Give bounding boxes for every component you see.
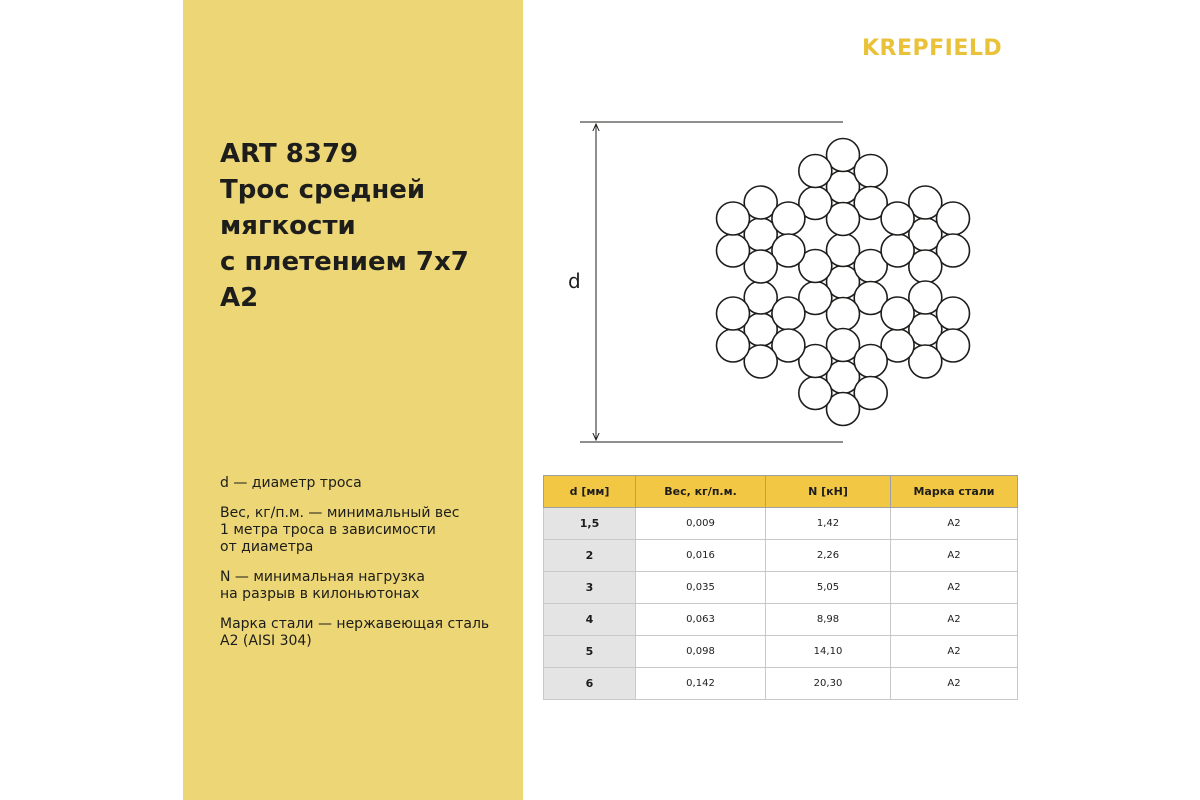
wire-strands [717,139,970,426]
wire-circle [799,377,832,410]
wire-circle [854,345,887,378]
legend-line: Марка стали — нержавеющая сталь [220,616,490,632]
title-line: ART 8379 [220,139,359,169]
dimension-label: d [568,269,581,293]
cell-load: 5,05 [766,572,891,604]
cell-diameter: 6 [544,668,636,700]
yellow-side-panel [183,0,523,800]
header-diameter: d [мм] [544,476,636,508]
cell-steel: А2 [891,668,1018,700]
cell-diameter: 5 [544,636,636,668]
spec-table [543,475,1018,700]
cell-weight: 0,098 [636,636,766,668]
cell-diameter: 3 [544,572,636,604]
header-weight: Вес, кг/п.м. [636,476,766,508]
cell-steel: А2 [891,508,1018,540]
table-row [544,508,1018,540]
wire-circle [937,297,970,330]
wire-circle [854,155,887,188]
cell-weight: 0,009 [636,508,766,540]
wire-circle [772,297,805,330]
cell-diameter: 2 [544,540,636,572]
cell-load: 8,98 [766,604,891,636]
cell-load: 20,30 [766,668,891,700]
cell-steel: А2 [891,572,1018,604]
cell-load: 14,10 [766,636,891,668]
table-row [544,540,1018,572]
cell-load: 1,42 [766,508,891,540]
rope-cross-section-diagram [560,110,1020,455]
wire-circle [717,234,750,267]
product-title [220,136,510,316]
legend-line: 1 метра троса в зависимости [220,522,436,538]
legend-item-steel [220,616,520,650]
brand-logo: KREPFIELD [862,36,1003,61]
legend-item-weight [220,505,520,556]
legend-item-load [220,569,520,603]
table-header-row [544,476,1018,508]
cell-steel: А2 [891,636,1018,668]
wire-circle [717,202,750,235]
wire-circle [937,202,970,235]
wire-circle [717,329,750,362]
wire-circle [799,155,832,188]
table-row [544,668,1018,700]
wire-circle [772,202,805,235]
title-line: Трос средней [220,175,426,205]
legend-line: A2 (AISI 304) [220,633,312,649]
legend [220,475,520,663]
wire-circle [881,202,914,235]
cell-steel: А2 [891,604,1018,636]
legend-item-d [220,475,520,492]
cell-diameter: 1,5 [544,508,636,540]
header-load: N [кН] [766,476,891,508]
cell-weight: 0,142 [636,668,766,700]
title-line: с плетением 7х7 [220,247,469,277]
table-row [544,572,1018,604]
cell-steel: А2 [891,540,1018,572]
cell-diameter: 4 [544,604,636,636]
wire-circle [881,234,914,267]
table-row [544,604,1018,636]
table-row [544,636,1018,668]
legend-line: Вес, кг/п.м. — минимальный вес [220,505,460,521]
legend-line: от диаметра [220,539,314,555]
wire-circle [881,297,914,330]
cell-load: 2,26 [766,540,891,572]
cell-weight: 0,016 [636,540,766,572]
title-line: мягкости [220,211,356,241]
legend-line: d — диаметр троса [220,475,362,491]
wire-circle [717,297,750,330]
title-line: А2 [220,283,259,313]
header-steel: Марка стали [891,476,1018,508]
legend-line: N — минимальная нагрузка [220,569,425,585]
legend-line: на разрыв в килоньютонах [220,586,420,602]
cell-weight: 0,035 [636,572,766,604]
cell-weight: 0,063 [636,604,766,636]
